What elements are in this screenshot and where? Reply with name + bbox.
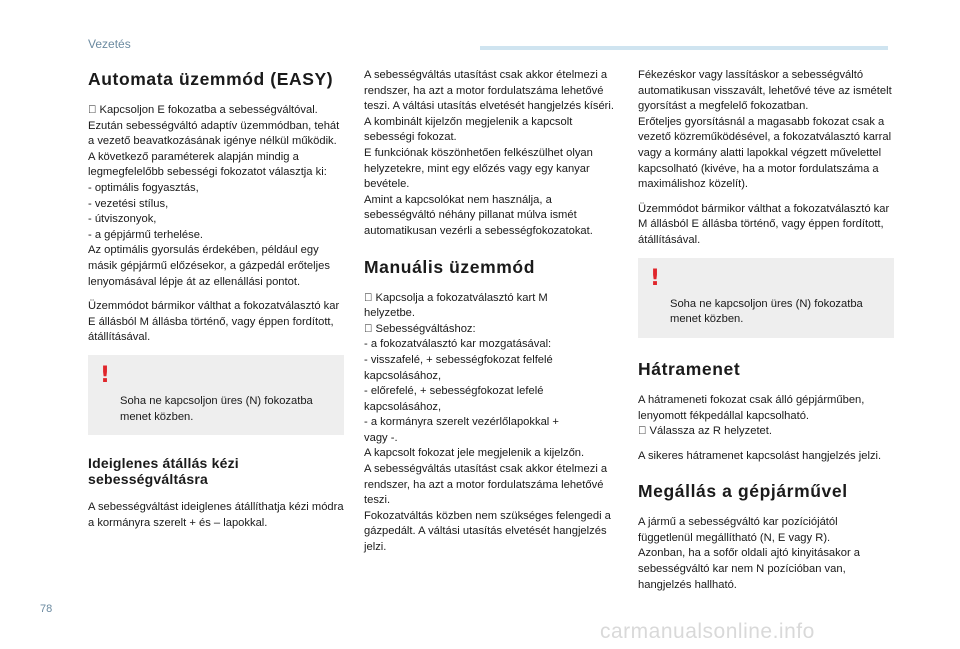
paragraph: Fékezéskor vagy lassításkor a sebességváltó automatikusan visszavált, lehetővé téve az ismételt gyorsítást a megfelelő fokozatban. Erőteljes gyorsításnál a magasabb fokozat csak a vezető közreműködésével, a fokozatválasztó karral vagy a kormány alatti lapokkal végzett művelettel kapcsolható (kivéve, ha a motor fordulatszáma a maximálishoz közelít). [638, 69, 892, 191]
warning-icon: ! [100, 362, 111, 388]
paragraph: Üzemmódot bármikor válthat a fokozatválasztó kar E állásból M állásba történő, vagy éppen fordított, átállításával. [88, 300, 340, 344]
heading-manual-mode: Manuális üzemmód [364, 256, 536, 277]
paragraph: Üzemmódot bármikor válthat a fokozatválasztó kar M állásból E állásba történő, vagy éppen fordított, átállításával. [638, 202, 890, 246]
page-number: 78 [40, 603, 53, 615]
column-1 [88, 68, 344, 540]
heading-temporary-manual: Ideiglenes átállás kézi sebességváltásra [88, 455, 239, 488]
paragraph: A hátrameneti fokozat csak álló gépjárműben, lenyomott fékpedállal kapcsolható. Válassza az R helyzetet. [638, 393, 865, 438]
column-2 [364, 68, 620, 565]
paragraph: A sikeres hátramenet kapcsolást hangjelzés jelzi. [638, 449, 882, 462]
watermark: carmanualsonline.info [600, 620, 815, 643]
header-rule [480, 46, 888, 50]
heading-stopping: Megállás a gépjárművel [638, 481, 848, 502]
paragraph: Kapcsoljon E fokozatba a sebességváltóval. Ezután sebességváltó adaptív üzemmódban, tehát a vezető beavatkozásának igénye nélkül működik. A következő paraméterek alapján mindig a legmegfelelőbb sebességi fokozatot választja ki: - optimális fogyasztás, - vezetési stílus, - útviszonyok, - a gépjármű terhelése. Az optimális gyorsulás érdekében, például egy másik gépjármű előzésekor, a gázpedál erőteljes lenyomásával lépje át az ellenállási pontot. [88, 104, 340, 288]
heading-automatic-mode: Automata üzemmód (EASY) [88, 69, 334, 89]
paragraph: Kapcsolja a fokozatválasztó kart M helyzetbe. Sebességváltáshoz: - a fokozatválasztó kar mozgatásával: - visszafelé, + sebességfokozat felfelé kapcsolásához, - előrefelé, + sebességfokozat lefelé kapcsolásához, - a kormányra szerelt vezérlőlapokkal + vagy -. A kapcsolt fokozat jele megjelenik a kijelzőn. A sebességváltás utasítást csak akkor ételmezi a rendszer, ha azt a motor fordulatszáma lehetővé teszi. Fokozatváltás közben nem szükséges felengedi a gázpedált. A váltási utasítás elvetését hangjelzés jelzi. [364, 291, 611, 554]
section-label: Vezetés [88, 37, 131, 51]
heading-reverse: Hátramenet [638, 358, 741, 379]
paragraph: A jármű a sebességváltó kar pozíciójától függetlenül megállítható (N, E vagy R). Azonban, ha a sofőr oldali ajtó kinyitásakor a sebességváltó kar nem N pozícióban van, hangjelzés hallható. [638, 516, 861, 591]
warning-icon: ! [650, 265, 661, 291]
warning-text: Soha ne kapcsoljon üres (N) fokozatba menet közben. [670, 297, 863, 326]
paragraph: A sebességváltás utasítást csak akkor ételmezi a rendszer, ha azt a motor fordulatszáma lehetővé teszi. A váltási utasítás elvetését hangjelzés kíséri. A kombinált kijelzőn megjelenik a kapcsolt sebességi fokozat. E funkciónak köszönhetően felkészülhet olyan helyzetekre, mint egy előzés vagy egy kanyar bevétele. Amint a kapcsolókat nem használja, a sebességváltó néhány pillanat múlva ismét automatikusan vezérli a sebességfokozatokat. [364, 69, 614, 237]
warning-box [88, 355, 344, 435]
warning-text: Soha ne kapcsoljon üres (N) fokozatba menet közben. [120, 395, 313, 423]
paragraph: A sebességváltást ideiglenes átállíthatja kézi módra a kormányra szerelt + és – lapokkal. [88, 501, 344, 529]
warning-box [638, 258, 894, 338]
column-3 [638, 68, 894, 602]
